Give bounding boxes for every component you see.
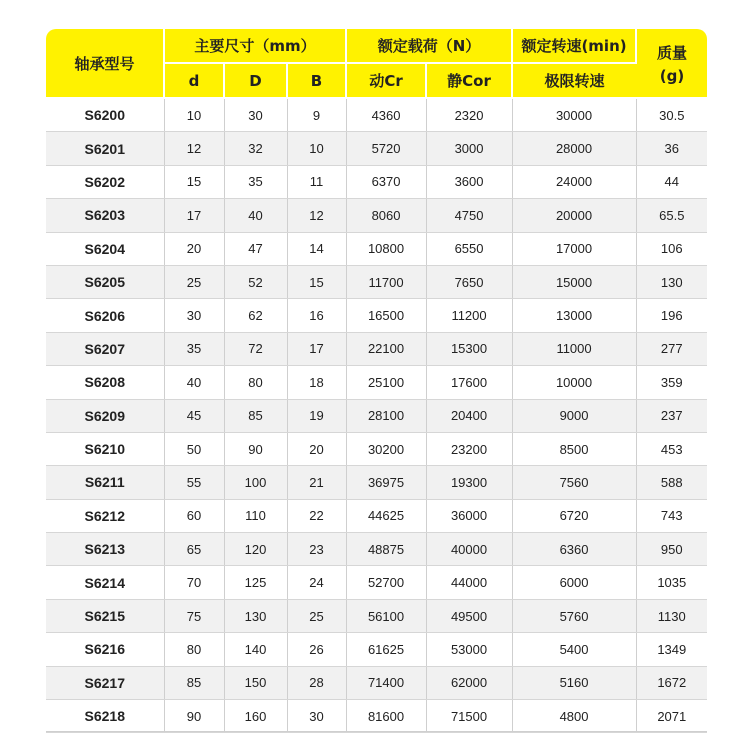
cell-D: 100 [224, 466, 287, 499]
cell-d: 30 [164, 299, 224, 332]
cell-speed: 5400 [512, 633, 636, 666]
cell-speed: 5760 [512, 599, 636, 632]
header-d: d [164, 63, 224, 98]
cell-B: 21 [287, 466, 346, 499]
table-row [46, 499, 707, 532]
cell-model: S6215 [46, 599, 164, 632]
cell-cr: 11700 [346, 265, 426, 298]
cell-mass: 196 [636, 299, 707, 332]
cell-d: 25 [164, 265, 224, 298]
cell-d: 35 [164, 332, 224, 365]
header-rated-load: 额定载荷（N） [346, 29, 512, 63]
cell-B: 28 [287, 666, 346, 699]
table-row [46, 199, 707, 232]
cell-B: 10 [287, 132, 346, 165]
cell-D: 72 [224, 332, 287, 365]
cell-speed: 8500 [512, 432, 636, 465]
cell-speed: 4800 [512, 700, 636, 733]
cell-mass: 1035 [636, 566, 707, 599]
cell-D: 80 [224, 366, 287, 399]
cell-model: S6208 [46, 366, 164, 399]
cell-speed: 6000 [512, 566, 636, 599]
cell-d: 60 [164, 499, 224, 532]
cell-cr: 48875 [346, 533, 426, 566]
cell-B: 20 [287, 432, 346, 465]
cell-d: 50 [164, 432, 224, 465]
cell-model: S6204 [46, 232, 164, 265]
cell-cr: 5720 [346, 132, 426, 165]
cell-cr: 36975 [346, 466, 426, 499]
cell-B: 25 [287, 599, 346, 632]
cell-cr: 22100 [346, 332, 426, 365]
cell-speed: 6720 [512, 499, 636, 532]
cell-speed: 13000 [512, 299, 636, 332]
cell-B: 19 [287, 399, 346, 432]
header-limit-speed: 极限转速 [512, 63, 636, 98]
cell-cr: 44625 [346, 499, 426, 532]
table-row [46, 700, 707, 733]
cell-D: 52 [224, 265, 287, 298]
cell-speed: 11000 [512, 332, 636, 365]
cell-d: 90 [164, 700, 224, 733]
cell-cr: 8060 [346, 199, 426, 232]
cell-B: 14 [287, 232, 346, 265]
cell-d: 45 [164, 399, 224, 432]
cell-mass: 130 [636, 265, 707, 298]
cell-cor: 36000 [426, 499, 512, 532]
cell-D: 130 [224, 599, 287, 632]
table-row [46, 566, 707, 599]
cell-cr: 61625 [346, 633, 426, 666]
table-row [46, 332, 707, 365]
cell-d: 17 [164, 199, 224, 232]
cell-D: 40 [224, 199, 287, 232]
cell-D: 35 [224, 165, 287, 198]
cell-speed: 7560 [512, 466, 636, 499]
cell-B: 26 [287, 633, 346, 666]
header-dimensions: 主要尺寸（mm） [164, 29, 346, 63]
cell-cr: 56100 [346, 599, 426, 632]
cell-speed: 9000 [512, 399, 636, 432]
cell-B: 23 [287, 533, 346, 566]
cell-cor: 19300 [426, 466, 512, 499]
cell-cor: 71500 [426, 700, 512, 733]
cell-cor: 20400 [426, 399, 512, 432]
header-static-cor: 静Cor [426, 63, 512, 98]
cell-B: 15 [287, 265, 346, 298]
cell-d: 65 [164, 533, 224, 566]
cell-mass: 359 [636, 366, 707, 399]
cell-D: 62 [224, 299, 287, 332]
cell-B: 17 [287, 332, 346, 365]
table-bottom-border [46, 731, 707, 732]
header-dynamic-cr: 动Cr [346, 63, 426, 98]
cell-model: S6216 [46, 633, 164, 666]
cell-cor: 40000 [426, 533, 512, 566]
cell-model: S6203 [46, 199, 164, 232]
cell-D: 85 [224, 399, 287, 432]
cell-cor: 7650 [426, 265, 512, 298]
cell-model: S6202 [46, 165, 164, 198]
cell-speed: 24000 [512, 165, 636, 198]
cell-model: S6212 [46, 499, 164, 532]
cell-cr: 71400 [346, 666, 426, 699]
cell-model: S6201 [46, 132, 164, 165]
cell-d: 55 [164, 466, 224, 499]
cell-model: S6207 [46, 332, 164, 365]
header-model: 轴承型号 [46, 29, 164, 98]
cell-mass: 1349 [636, 633, 707, 666]
cell-mass: 36 [636, 132, 707, 165]
header-mass-unit: (g) [659, 66, 685, 85]
cell-cor: 53000 [426, 633, 512, 666]
table-header [46, 29, 707, 98]
cell-D: 125 [224, 566, 287, 599]
cell-d: 80 [164, 633, 224, 666]
cell-mass: 588 [636, 466, 707, 499]
cell-model: S6213 [46, 533, 164, 566]
cell-cor: 23200 [426, 432, 512, 465]
table-row [46, 232, 707, 265]
cell-d: 40 [164, 366, 224, 399]
cell-cor: 62000 [426, 666, 512, 699]
cell-mass: 44 [636, 165, 707, 198]
cell-B: 24 [287, 566, 346, 599]
cell-mass: 743 [636, 499, 707, 532]
table-row [46, 399, 707, 432]
cell-model: S6214 [46, 566, 164, 599]
cell-model: S6217 [46, 666, 164, 699]
cell-speed: 20000 [512, 199, 636, 232]
cell-D: 90 [224, 432, 287, 465]
header-mass [636, 29, 707, 98]
cell-cor: 3000 [426, 132, 512, 165]
cell-cr: 28100 [346, 399, 426, 432]
bearing-spec-table-wrapper [46, 29, 707, 733]
cell-speed: 10000 [512, 366, 636, 399]
cell-speed: 30000 [512, 98, 636, 132]
table-row [46, 633, 707, 666]
table-body [46, 98, 707, 733]
cell-cr: 6370 [346, 165, 426, 198]
cell-mass: 1130 [636, 599, 707, 632]
cell-d: 20 [164, 232, 224, 265]
cell-cr: 52700 [346, 566, 426, 599]
cell-cr: 25100 [346, 366, 426, 399]
table-row [46, 599, 707, 632]
cell-cr: 4360 [346, 98, 426, 132]
cell-mass: 277 [636, 332, 707, 365]
header-mass-label: 质量 [657, 43, 688, 62]
cell-speed: 15000 [512, 265, 636, 298]
cell-model: S6206 [46, 299, 164, 332]
cell-cr: 30200 [346, 432, 426, 465]
header-rated-speed: 额定转速(min) [512, 29, 636, 63]
cell-B: 18 [287, 366, 346, 399]
cell-cor: 11200 [426, 299, 512, 332]
cell-mass: 65.5 [636, 199, 707, 232]
cell-mass: 106 [636, 232, 707, 265]
cell-cor: 17600 [426, 366, 512, 399]
cell-D: 150 [224, 666, 287, 699]
cell-d: 10 [164, 98, 224, 132]
cell-model: S6210 [46, 432, 164, 465]
cell-D: 32 [224, 132, 287, 165]
cell-B: 30 [287, 700, 346, 733]
cell-mass: 2071 [636, 700, 707, 733]
cell-cr: 16500 [346, 299, 426, 332]
cell-cor: 4750 [426, 199, 512, 232]
cell-B: 11 [287, 165, 346, 198]
table-row [46, 98, 707, 132]
cell-mass: 30.5 [636, 98, 707, 132]
cell-D: 110 [224, 499, 287, 532]
cell-B: 9 [287, 98, 346, 132]
cell-d: 85 [164, 666, 224, 699]
cell-cor: 49500 [426, 599, 512, 632]
table-row [46, 666, 707, 699]
bearing-spec-table [46, 29, 707, 733]
cell-cr: 10800 [346, 232, 426, 265]
table-row [46, 466, 707, 499]
cell-cor: 15300 [426, 332, 512, 365]
cell-d: 75 [164, 599, 224, 632]
cell-D: 160 [224, 700, 287, 733]
cell-speed: 17000 [512, 232, 636, 265]
cell-d: 70 [164, 566, 224, 599]
table-row [46, 132, 707, 165]
table-row [46, 265, 707, 298]
table-row [46, 299, 707, 332]
cell-cor: 3600 [426, 165, 512, 198]
cell-speed: 28000 [512, 132, 636, 165]
cell-model: S6200 [46, 98, 164, 132]
cell-d: 15 [164, 165, 224, 198]
cell-model: S6209 [46, 399, 164, 432]
cell-D: 47 [224, 232, 287, 265]
cell-D: 30 [224, 98, 287, 132]
table-row [46, 533, 707, 566]
header-B: B [287, 63, 346, 98]
cell-cor: 44000 [426, 566, 512, 599]
cell-B: 12 [287, 199, 346, 232]
cell-speed: 5160 [512, 666, 636, 699]
table-row [46, 366, 707, 399]
cell-d: 12 [164, 132, 224, 165]
cell-mass: 1672 [636, 666, 707, 699]
cell-cor: 6550 [426, 232, 512, 265]
cell-mass: 237 [636, 399, 707, 432]
cell-cr: 81600 [346, 700, 426, 733]
cell-D: 140 [224, 633, 287, 666]
cell-D: 120 [224, 533, 287, 566]
cell-cor: 2320 [426, 98, 512, 132]
table-row [46, 165, 707, 198]
cell-speed: 6360 [512, 533, 636, 566]
cell-mass: 950 [636, 533, 707, 566]
cell-mass: 453 [636, 432, 707, 465]
cell-B: 16 [287, 299, 346, 332]
cell-model: S6211 [46, 466, 164, 499]
header-D: D [224, 63, 287, 98]
table-row [46, 432, 707, 465]
cell-model: S6218 [46, 700, 164, 733]
cell-model: S6205 [46, 265, 164, 298]
cell-B: 22 [287, 499, 346, 532]
